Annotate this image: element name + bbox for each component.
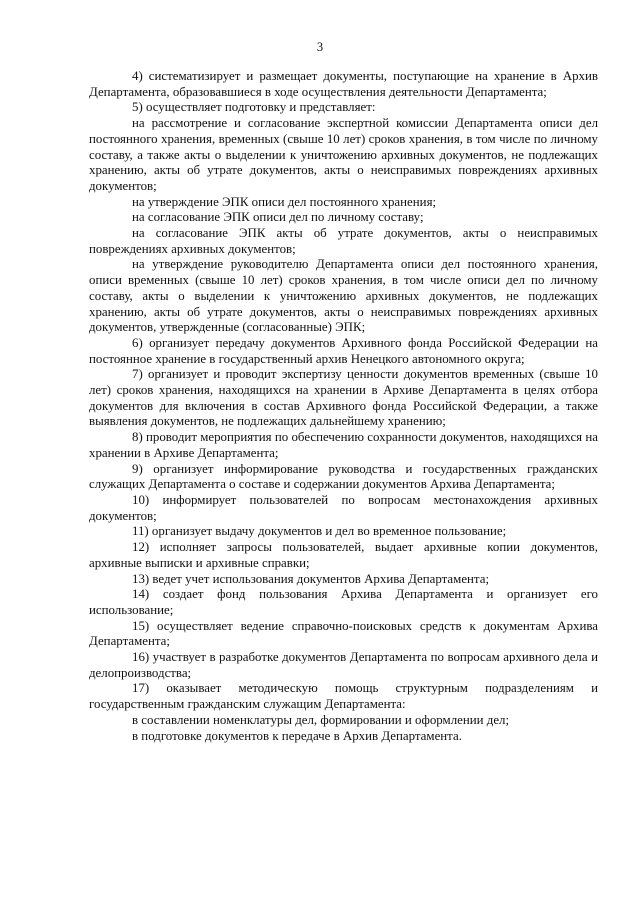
paragraph-item-11: 11) организует выдачу документов и дел во временное пользование; (132, 524, 507, 539)
page-number: 3 (316, 40, 324, 54)
paragraph-item-8: 8) проводит мероприятия по обеспечению сохранности документов, находящихся на хранении в Архиве Департамента; (89, 430, 598, 460)
paragraph-agree-epk-personnel: на согласование ЭПК описи дел по личному составу; (132, 210, 424, 225)
paragraph-approve-epk: на утверждение ЭПК описи дел постоянного хранения; (132, 194, 437, 209)
paragraph-transfer-prep: в подготовке документов к передаче в Архив Департамента. (132, 728, 462, 743)
paragraph-item-16: 16) участвует в разработке документов Департамента по вопросам архивного дела и делопроизводства; (89, 650, 598, 680)
paragraph-item-9: 9) организует информирование руководства и государственных гражданских служащих Департамента о составе и содержании документов Архива Департамента; (89, 461, 598, 492)
paragraph-item-7: 7) организует и проводит экспертизу ценности документов временных (свыше 10 лет) сроков хранения, находящихся на хранении в Архиве Департамента в целях отбора документов для включения в состав Архивного фонда Российской Федерации, а также выявления документов, не подлежащих дальнейшему хранению; (89, 367, 598, 429)
paragraph-item-17: 17) оказывает методическую помощь структурным подразделениям и государственным гражданским служащим Департамента: (89, 681, 598, 712)
paragraph-item-15: 15) осуществляет ведение справочно-поисковых средств к документам Архива Департамента; (89, 618, 598, 649)
paragraph-item-4: 4) систематизирует и размещает документы, поступающие на хранение в Архив Департамента, образовавшиеся в ходе осуществления деятельности Департамента; (89, 69, 598, 99)
paragraph-review-ek: на рассмотрение и согласование экспертной комиссии Департамента описи дел постоянного хранения, временных (свыше 10 лет) сроков хранения, в том числе по личному составу, а также акты о выделении к уничтожению архивных документов, не подлежащих хранению, акты об утрате документов, акты о неисправимых повреждениях архивных документов; (89, 116, 598, 193)
paragraph-item-6: 6) организует передачу документов Архивного фонда Российской Федерации на постоянное хранение в государственный архив Ненецкого автономного округа; (89, 335, 598, 366)
document-body (89, 69, 598, 744)
paragraph-agree-epk-acts: на согласование ЭПК акты об утрате документов, акты о неисправимых повреждениях архивных документов; (89, 226, 598, 256)
paragraph-item-12: 12) исполняет запросы пользователей, выдает архивные копии документов, архивные выписки и архивные справки; (89, 540, 598, 570)
paragraph-approve-head: на утверждение руководителю Департамента описи дел постоянного хранения, описи временных (свыше 10 лет) сроков хранения, в том числе описи дел по личному составу, акты о выделении к уничтожению архивных документов, не подлежащих хранению, акты об утрате документов, акты о неисправимых повреждениях архивных документов, утвержденные (согласованные) ЭПК; (89, 257, 598, 335)
paragraph-nomenclature: в составлении номенклатуры дел, формировании и оформлении дел; (132, 712, 510, 727)
paragraph-item-10: 10) информирует пользователей по вопросам местонахождения архивных документов; (89, 492, 598, 523)
paragraph-item-14: 14) создает фонд пользования Архива Департамента и организует его использование; (89, 587, 598, 617)
paragraph-item-13: 13) ведет учет использования документов Архива Департамента; (132, 571, 490, 586)
paragraph-item-5: 5) осуществляет подготовку и представляет: (132, 100, 376, 115)
